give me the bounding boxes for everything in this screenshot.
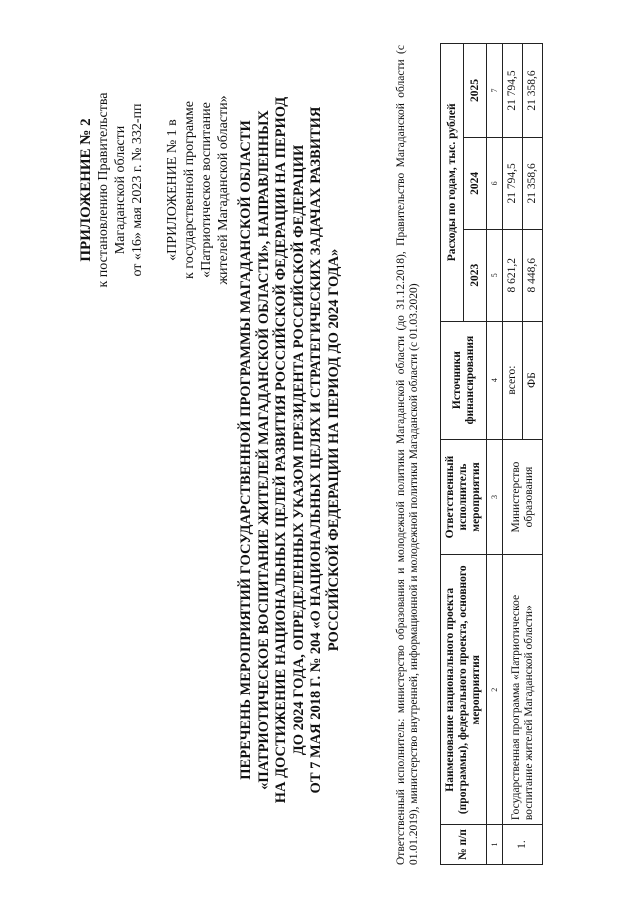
row-source: всего:: [503, 321, 523, 439]
appendix-sub-line-1: к государственной программе: [182, 101, 197, 279]
heading-line-5: ОТ 7 МАЯ 2018 Г. № 204 «О НАЦИОНАЛЬНЫХ ЦЕЛЯХ И СТРАТЕГИЧЕСКИХ ЗАДАЧАХ РАЗВИТИЯ: [308, 106, 324, 794]
appendix-line-2: Магаданской области: [113, 125, 128, 255]
heading-line-3: НА ДОСТИЖЕНИЕ НАЦИОНАЛЬНЫХ ЦЕЛЕЙ РАЗВИТИЯ РОССИЙСКОЙ ФЕДЕРАЦИИ НА ПЕРИОД: [273, 96, 289, 804]
appendix-sub-line-2: «Патриотическое воспитание: [199, 102, 214, 278]
header-responsible: Ответственный исполнитель мероприятия: [441, 439, 487, 555]
appendix-line-3: от «16» мая 2023 г. № 332-пп: [130, 103, 145, 277]
row-value-2023: 8 448,6: [523, 229, 543, 321]
heading-line-4: ДО 2024 ГОДА, ОПРЕДЕЛЕННЫХ УКАЗОМ ПРЕЗИДЕНТА РОССИЙСКОЙ ФЕДЕРАЦИИ: [290, 144, 307, 756]
row-num: 1.: [503, 825, 543, 865]
column-number: 7: [487, 44, 503, 138]
header-row: [441, 44, 464, 865]
table-row: [503, 44, 523, 865]
heading-line-6: РОССИЙСКОЙ ФЕДЕРАЦИИ НА ПЕРИОД ДО 2024 ГОДА»: [325, 248, 342, 652]
row-responsible: Министерство образования: [503, 439, 543, 555]
appendix-block: [78, 30, 232, 350]
appendix-line-1: к постановлению Правительства: [96, 92, 111, 288]
appendix-title: ПРИЛОЖЕНИЕ № 2: [78, 118, 94, 262]
row-value-2025: 21 358,6: [523, 44, 543, 138]
row-value-2025: 21 794,5: [503, 44, 523, 138]
header-name: Наименование национального проекта (программы), федерального проекта, основного мероприятия: [441, 555, 487, 825]
executor-paragraph: Ответственный исполнитель: министерство образования и молодежной политики Магаданской области (до 31.12.2018), Правительство Магаданской области (с 01.01.2019), министерство внутренней, информационной и молодежной политики Магаданской области (с 01.03.2020): [395, 45, 420, 865]
column-number: 1: [487, 825, 503, 865]
header-num: № п/п: [441, 825, 487, 865]
row-value-2023: 8 621,2: [503, 229, 523, 321]
document-heading: [238, 55, 343, 845]
column-number: 4: [487, 321, 503, 439]
row-name: Государственная программа «Патриотическое воспитание жителей Магаданской области»: [503, 555, 543, 825]
header-year-2024: 2024: [464, 137, 487, 229]
column-number: 5: [487, 229, 503, 321]
header-year-2023: 2023: [464, 229, 487, 321]
row-value-2024: 21 358,6: [523, 137, 543, 229]
row-value-2024: 21 794,5: [503, 137, 523, 229]
appendix-sub-title: «ПРИЛОЖЕНИЕ № 1 в: [165, 119, 180, 261]
heading-line-2: «ПАТРИОТИЧЕСКОЕ ВОСПИТАНИЕ ЖИТЕЛЕЙ МАГАДАНСКОЙ ОБЛАСТИ», НАПРАВЛЕННЫХ: [255, 110, 272, 790]
header-expenses: Расходы по годам, тыс. рублей: [441, 44, 464, 322]
column-number-row: [487, 44, 503, 865]
heading-line-1: ПЕРЕЧЕНЬ МЕРОПРИЯТИЙ ГОСУДАРСТВЕННОЙ ПРОГРАММЫ МАГАДАНСКОЙ ОБЛАСТИ: [238, 120, 254, 780]
header-year-2025: 2025: [464, 44, 487, 138]
row-source: ФБ: [523, 321, 543, 439]
column-number: 3: [487, 439, 503, 555]
appendix-sub-line-3: жителей Магаданской области»: [216, 95, 231, 285]
column-number: 2: [487, 555, 503, 825]
activities-table: [440, 43, 543, 865]
header-sources: Источники финансирования: [441, 321, 487, 439]
column-number: 6: [487, 137, 503, 229]
